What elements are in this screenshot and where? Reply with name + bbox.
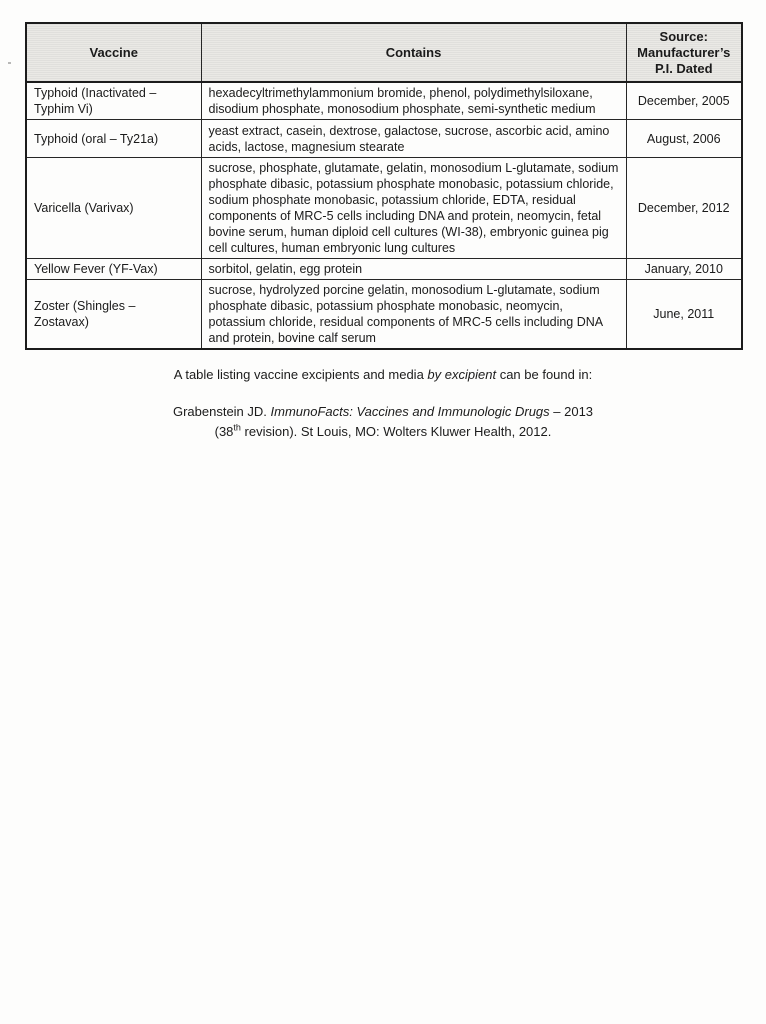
source-header-line-2: Manufacturer’s xyxy=(637,44,731,60)
note-text: A table listing vaccine excipients and media xyxy=(173,367,428,382)
vaccine-cell: Varicella (Varivax) xyxy=(26,158,201,259)
book-citation xyxy=(0,402,766,442)
table-row xyxy=(26,280,742,350)
vaccine-cell: Yellow Fever (YF-Vax) xyxy=(26,259,201,280)
citation-revision-pre: (38 xyxy=(214,424,234,439)
vaccine-excipients-table xyxy=(25,22,743,350)
source-header-line-1: Source: xyxy=(659,28,708,44)
table-row xyxy=(26,158,742,259)
vaccine-cell: Zoster (Shingles – Zostavax) xyxy=(26,280,201,350)
citation-title: ImmunoFacts: Vaccines and Immunologic Drugs xyxy=(270,404,550,419)
contains-cell: yeast extract, casein, dextrose, galactose, sucrose, ascorbic acid, amino acids, lactose, magnesium stearate xyxy=(201,120,626,158)
citation-line-2 xyxy=(0,422,766,442)
citation-line-1 xyxy=(0,402,766,422)
vaccine-cell: Typhoid (Inactivated – Typhim Vi) xyxy=(26,82,201,120)
source-cell: June, 2011 xyxy=(626,280,742,350)
excipient-reference-note xyxy=(0,366,766,383)
scan-speck xyxy=(8,62,11,64)
source-header-line-3: P.I. Dated xyxy=(654,60,713,76)
table-row xyxy=(26,82,742,120)
source-cell: December, 2005 xyxy=(626,82,742,120)
source-cell: August, 2006 xyxy=(626,120,742,158)
source-cell: December, 2012 xyxy=(626,158,742,259)
source-cell: January, 2010 xyxy=(626,259,742,280)
contains-cell: hexadecyltrimethylammonium bromide, phenol, polydimethylsiloxane, disodium phosphate, monosodium phosphate, semi-synthetic medium xyxy=(201,82,626,120)
note-text-end: can be found in: xyxy=(496,367,593,382)
table-row xyxy=(26,259,742,280)
citation-author: Grabenstein JD. xyxy=(172,404,271,419)
citation-year: – 2013 xyxy=(549,404,594,419)
table-header-row xyxy=(26,23,742,82)
column-header-vaccine: Vaccine xyxy=(26,23,201,82)
contains-cell: sorbitol, gelatin, egg protein xyxy=(201,259,626,280)
column-header-source xyxy=(626,23,742,82)
table-row xyxy=(26,120,742,158)
column-header-contains: Contains xyxy=(201,23,626,82)
contains-cell: sucrose, hydrolyzed porcine gelatin, monosodium L-glutamate, sodium phosphate dibasic, potassium phosphate monobasic, neomycin, potassium chloride, residual components of MRC-5 cells including DNA and protein, bovine calf serum xyxy=(201,280,626,350)
vaccine-cell: Typhoid (oral – Ty21a) xyxy=(26,120,201,158)
contains-cell: sucrose, phosphate, glutamate, gelatin, monosodium L-glutamate, sodium phosphate dibasic, potassium phosphate monobasic, potassium chloride, sodium phosphate monobasic, potassium chloride, EDTA, residual components of MRC-5 cells including DNA and protein, neomycin, fetal bovine serum, human diploid cell cultures (WI-38), embryonic guinea pig cell cultures, human embryonic lung cultures xyxy=(201,158,626,259)
note-italic-text: by excipient xyxy=(427,367,497,382)
citation-ordinal: th xyxy=(233,422,241,433)
citation-publisher: revision). St Louis, MO: Wolters Kluwer Health, 2012. xyxy=(240,424,552,439)
